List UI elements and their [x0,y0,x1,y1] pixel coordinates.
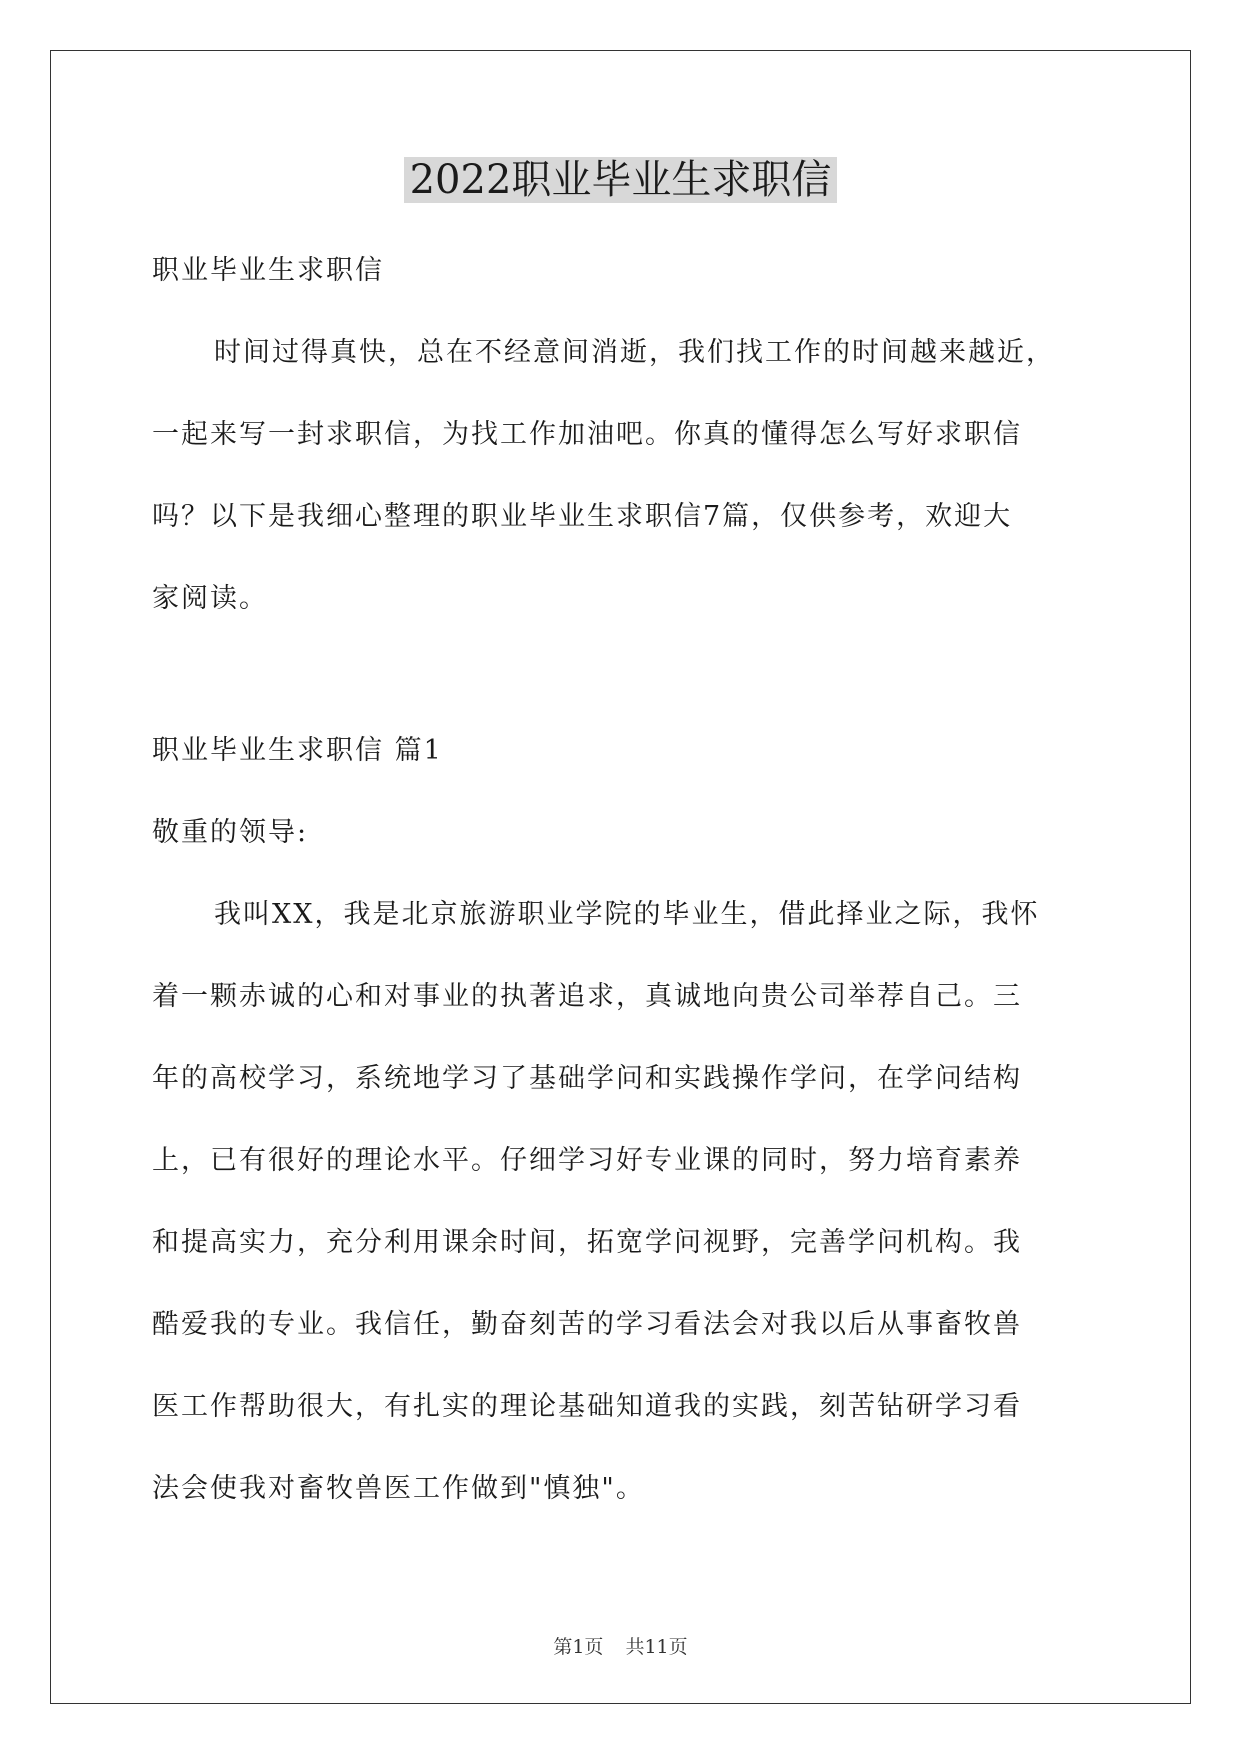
body-line: 和提高实力，充分利用课余时间，拓宽学问视野，完善学问机构。我 [152,1227,1022,1258]
intro-line: 一起来写一封求职信，为找工作加油吧。你真的懂得怎么写好求职信 [152,419,1022,450]
page-footer [0,1632,1241,1659]
paragraph-gap [152,640,1092,710]
document-title [0,150,1241,210]
subtitle: 职业毕业生求职信 [152,255,384,286]
body-line: 着一颗赤诚的心和对事业的执著追求，真诚地向贵公司举荐自己。三 [152,981,1022,1012]
page-total: 共11页 [625,1636,688,1658]
document-body [152,230,1092,1530]
section-heading: 职业毕业生求职信 篇1 [152,735,443,766]
intro-line: 时间过得真快，总在不经意间消逝，我们找工作的时间越来越近， [214,337,1055,368]
body-line: 上，已有很好的理论水平。仔细学习好专业课的同时，努力培育素养 [152,1145,1022,1176]
page-number: 第1页 [553,1636,604,1658]
body-line: 年的高校学习，系统地学习了基础学问和实践操作学问，在学问结构 [152,1063,1022,1094]
body-line: 医工作帮助很大，有扎实的理论基础知道我的实践，刻苦钻研学习看 [152,1391,1022,1422]
salutation: 敬重的领导: [152,817,309,848]
intro-line: 吗？以下是我细心整理的职业毕业生求职信7篇，仅供参考，欢迎大 [152,501,1013,532]
intro-line: 家阅读。 [152,583,268,614]
body-line: 我叫XX，我是北京旅游职业学院的毕业生，借此择业之际，我怀 [214,899,1040,930]
body-line: 法会使我对畜牧兽医工作做到"慎独"。 [152,1473,645,1504]
body-line: 酷爱我的专业。我信任，勤奋刻苦的学习看法会对我以后从事畜牧兽 [152,1309,1022,1340]
document-title-text: 2022职业毕业生求职信 [404,157,838,203]
